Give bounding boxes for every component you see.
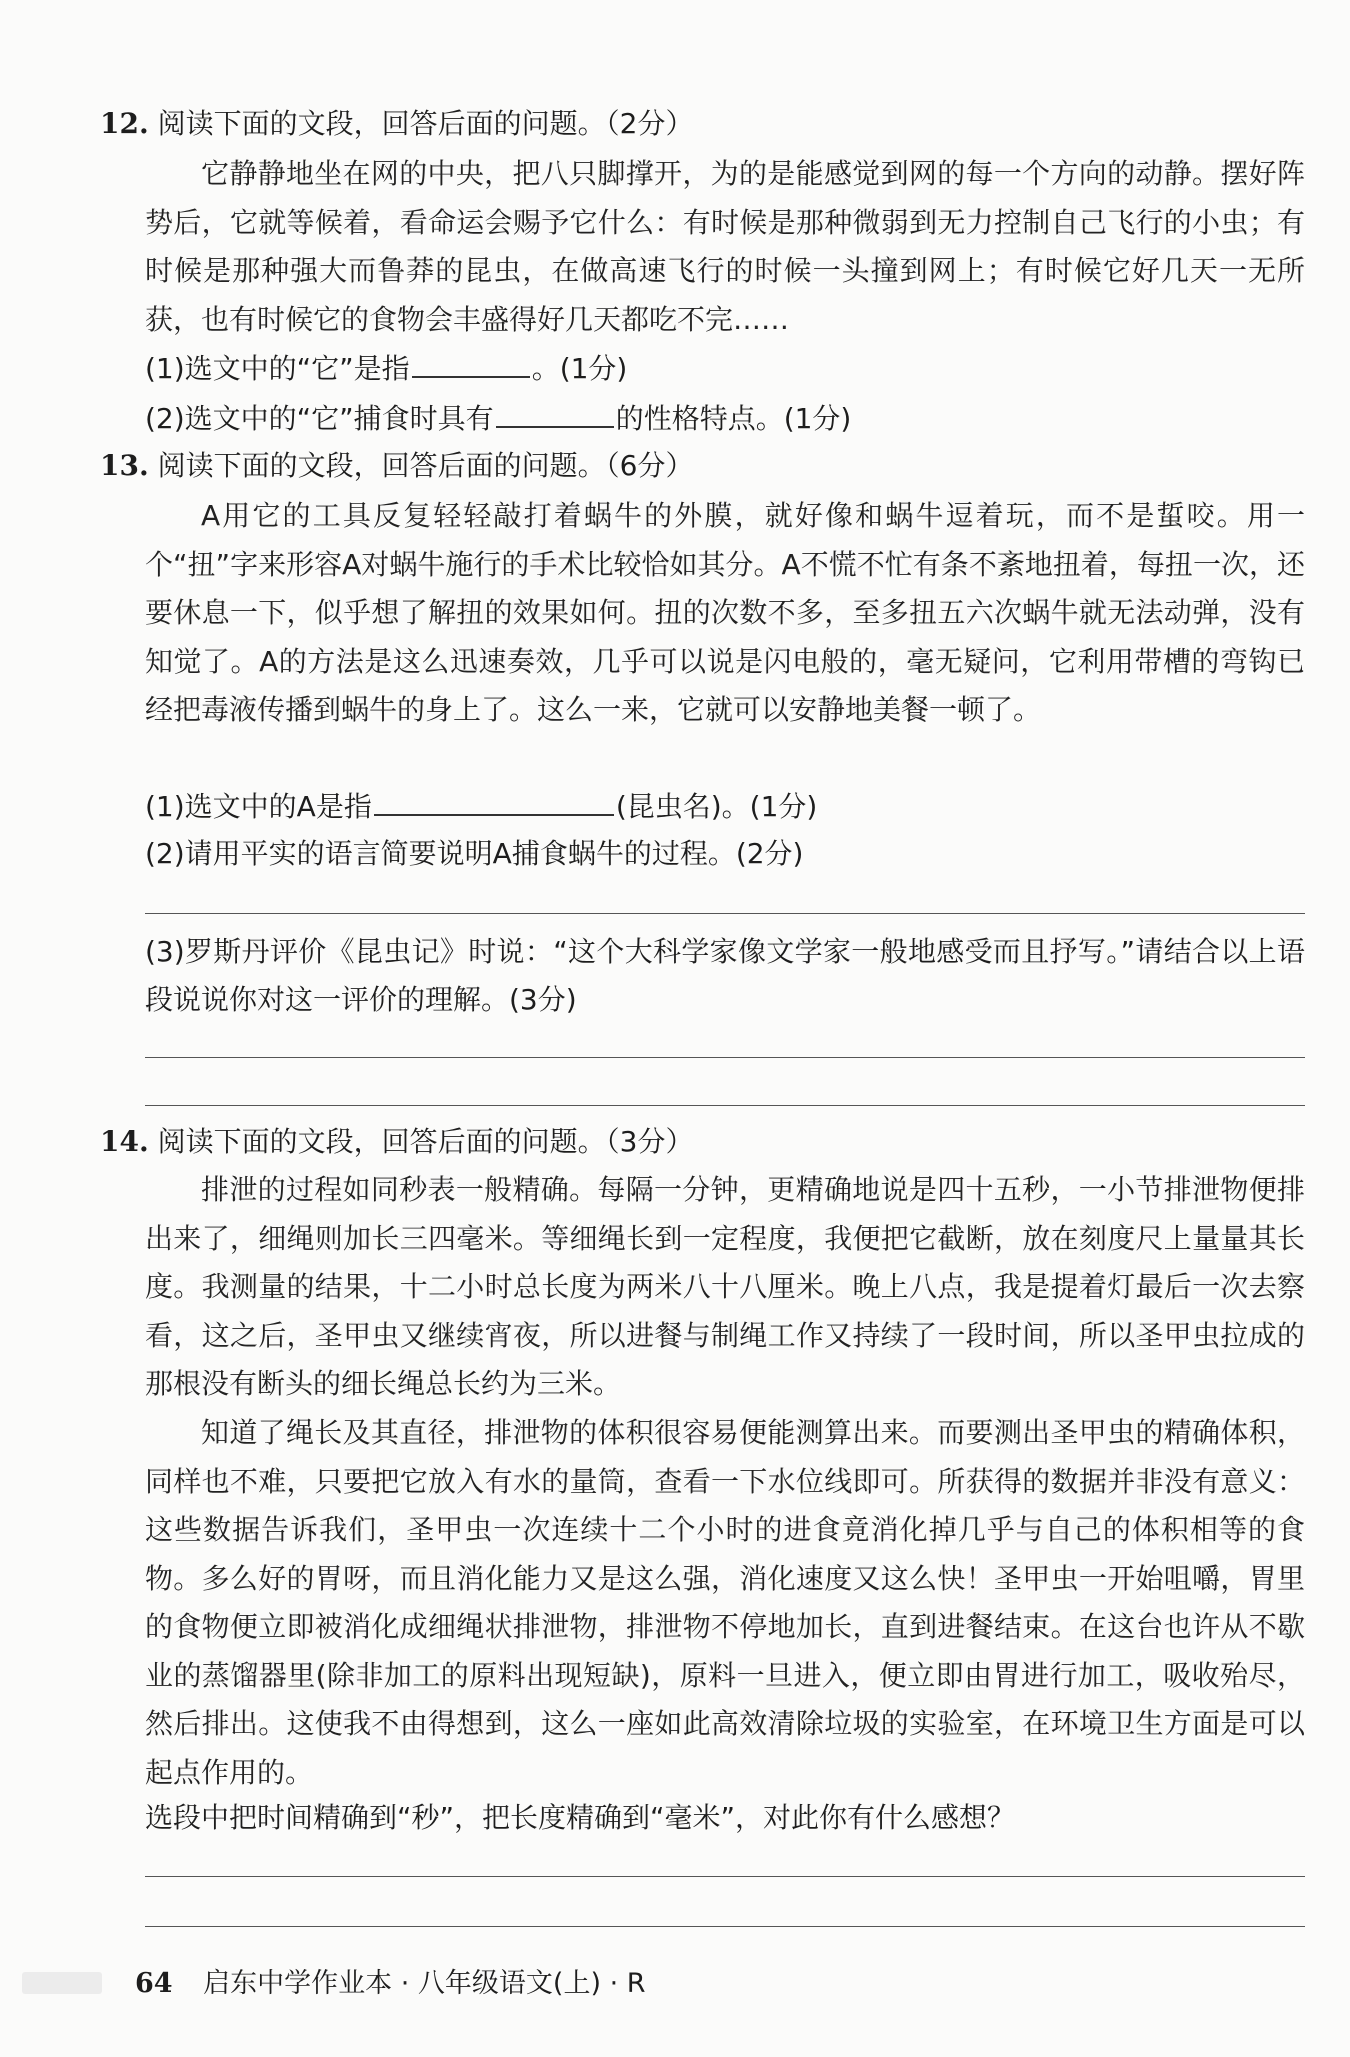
q12-sub1-answer-blank[interactable] — [412, 346, 530, 378]
q12-sub1 — [145, 346, 1305, 389]
q12-heading — [100, 104, 1260, 144]
q13-sub1-text: (1)选文中的A是指 — [145, 790, 372, 823]
q13-sub2-answer-line[interactable] — [145, 913, 1305, 914]
q13-heading — [100, 446, 1260, 486]
q13-prompt: 阅读下面的文段，回答后面的问题。（6分） — [157, 449, 694, 482]
q13-sub3-answer-line-2[interactable] — [145, 1105, 1305, 1106]
q12-passage: 它静静地坐在网的中央，把八只脚撑开，为的是能感觉到网的每一个方向的动静。摆好阵势后，它就等候着，看命运会赐予它什么：有时候是那种微弱到无力控制自己飞行的小虫；有时候是那种强大而鲁莽的昆虫，在做高速飞行的时候一头撞到网上；有时候它好几天一无所获，也有时候它的食物会丰盛得好几天都吃不完…… — [145, 157, 1305, 336]
q12-sub1-text: (1)选文中的“它”是指 — [145, 352, 410, 385]
q13-number: 13. — [100, 449, 149, 482]
q14-number: 14. — [100, 1125, 149, 1158]
q13-sub1 — [145, 784, 1305, 827]
q14-answer-line-2[interactable] — [145, 1926, 1305, 1927]
q12-sub2-text: (2)选文中的“它”捕食时具有 — [145, 402, 494, 435]
q14-heading — [100, 1122, 1260, 1162]
book-title: 启东中学作业本 · 八年级语文(上) · R — [203, 1968, 646, 1999]
q14-passage-2: 知道了绳长及其直径，排泄物的体积很容易便能测算出来。而要测出圣甲虫的精确体积，同样也不难，只要把它放入有水的量筒，查看一下水位线即可。所获得的数据并非没有意义：这些数据告诉我们，圣甲虫一次连续十二个小时的进食竟消化掉几乎与自己的体积相等的食物。多么好的胃呀，而且消化能力又是这么强，消化速度又这么快！圣甲虫一开始咀嚼，胃里的食物便立即被消化成细绳状排泄物，排泄物不停地加长，直到进餐结束。在这台也许从不歇业的蒸馏器里(除非加工的原料出现短缺)，原料一旦进入，便立即由胃进行加工，吸收殆尽，然后排出。这使我不由得想到，这么一座如此高效清除垃圾的实验室，在环境卫生方面是可以起点作用的。 — [145, 1416, 1305, 1789]
q14-answer-line-1[interactable] — [145, 1876, 1305, 1877]
corner-watermark — [22, 1972, 102, 1994]
q13-sub1-answer-blank[interactable] — [374, 784, 614, 816]
q12-prompt: 阅读下面的文段，回答后面的问题。（2分） — [157, 107, 694, 140]
q12-sub2-answer-blank[interactable] — [496, 396, 614, 428]
q12-number: 12. — [100, 107, 149, 140]
q14-question: 选段中把时间精确到“秒”，把长度精确到“毫米”，对此你有什么感想？ — [145, 1801, 1016, 1834]
q13-sub1-points: (昆虫名)。(1分) — [615, 790, 818, 823]
q14-passage-1: 排泄的过程如同秒表一般精确。每隔一分钟，更精确地说是四十五秒，一小节排泄物便排出来了，细绳则加长三四毫米。等细绳长到一定程度，我便把它截断，放在刻度尺上量量其长度。我测量的结果，十二小时总长度为两米八十八厘米。晚上八点，我是提着灯最后一次去察看，这之后，圣甲虫又继续宵夜，所以进餐与制绳工作又持续了一段时间，所以圣甲虫拉成的那根没有断头的细长绳总长约为三米。 — [145, 1173, 1305, 1400]
q12-sub1-points: 。(1分) — [531, 352, 628, 385]
q13-passage: A用它的工具反复轻轻敲打着蜗牛的外膜，就好像和蜗牛逗着玩，而不是蜇咬。用一个“扭”字来形容A对蜗牛施行的手术比较恰如其分。A不慌不忙有条不紊地扭着，每扭一次，还要休息一下，似乎想了解扭的效果如何。扭的次数不多，至多扭五六次蜗牛就无法动弹，没有知觉了。A的方法是这么迅速奏效，几乎可以说是闪电般的，毫无疑问，它利用带槽的弯钩已经把毒液传播到蜗牛的身上了。这么一来，它就可以安静地美餐一顿了。 — [145, 499, 1305, 726]
page-footer — [135, 1966, 646, 2002]
q14-prompt: 阅读下面的文段，回答后面的问题。（3分） — [157, 1125, 694, 1158]
q13-sub3-answer-line-1[interactable] — [145, 1057, 1305, 1058]
page-number: 64 — [135, 1968, 173, 1999]
q13-sub3: (3)罗斯丹评价《昆虫记》时说：“这个大科学家像文学家一般地感受而且抒写。”请结合以上语段说说你对这一评价的理解。(3分) — [145, 935, 1305, 1016]
q12-sub2 — [145, 396, 1305, 439]
q13-sub2: (2)请用平实的语言简要说明A捕食蜗牛的过程。(2分) — [145, 837, 804, 870]
q12-sub2-points: 的性格特点。(1分) — [615, 402, 852, 435]
